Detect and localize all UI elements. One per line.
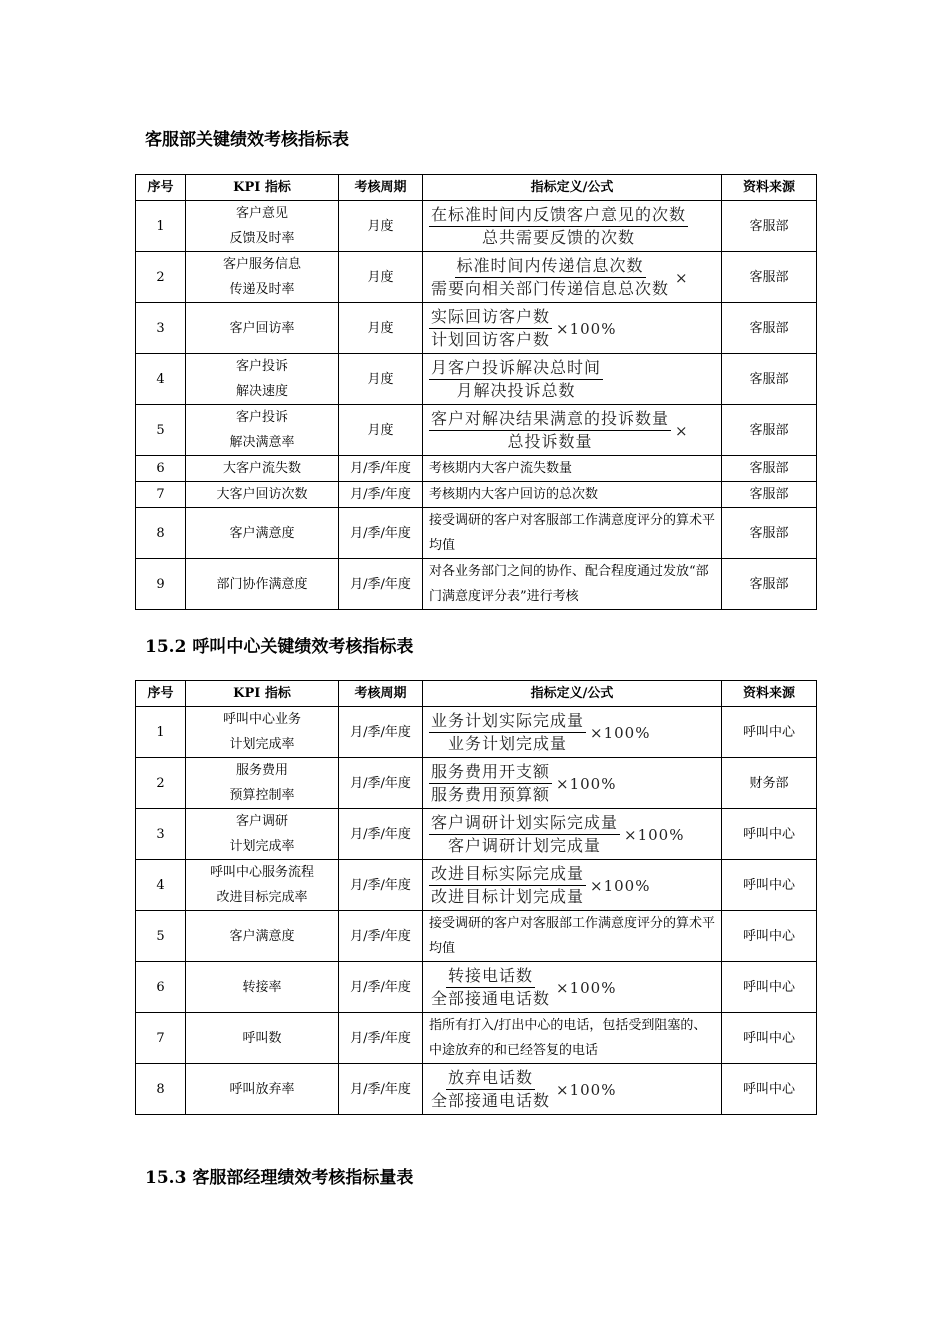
row-source: 呼叫中心: [722, 962, 817, 1013]
formula-multiplier: ×: [675, 421, 689, 440]
formula-denominator: 总共需要反馈的次数: [482, 228, 636, 247]
formula-multiplier: ×100%: [556, 1080, 617, 1099]
row-source: 呼叫中心: [722, 1064, 817, 1115]
row-definition: 对各业务部门之间的协作、配合程度通过发放“部门满意度评分表”进行考核: [423, 559, 722, 610]
row-kpi: 大客户回访次数: [186, 482, 339, 508]
row-kpi: 客户调研 计划完成率: [186, 809, 339, 860]
row-no: 6: [136, 456, 186, 482]
table-row: [136, 456, 817, 482]
header-no: 序号: [136, 681, 186, 707]
table-row: [136, 559, 817, 610]
table-row: [136, 508, 817, 559]
row-kpi: 服务费用 预算控制率: [186, 758, 339, 809]
row-source: 呼叫中心: [722, 809, 817, 860]
header-definition: 指标定义/公式: [423, 175, 722, 201]
row-kpi: 转接率: [186, 962, 339, 1013]
formula-numerator: 放弃电话数: [446, 1068, 535, 1090]
row-formula: [423, 354, 722, 405]
formula-denominator: 全部接通电话数: [431, 989, 551, 1008]
table-row: [136, 252, 817, 303]
row-definition: 考核期内大客户回访的总次数: [423, 482, 722, 508]
formula-denominator: 客户调研计划完成量: [448, 836, 602, 855]
formula-numerator: 业务计划实际完成量: [429, 711, 586, 733]
row-formula: [423, 962, 722, 1013]
row-kpi: 客户投诉 解决速度: [186, 354, 339, 405]
header-definition: 指标定义/公式: [423, 681, 722, 707]
row-no: 4: [136, 354, 186, 405]
row-formula: [423, 405, 722, 456]
row-kpi: 呼叫放弃率: [186, 1064, 339, 1115]
table-header-row: [136, 175, 817, 201]
row-source: 客服部: [722, 456, 817, 482]
row-no: 2: [136, 758, 186, 809]
header-period: 考核周期: [339, 681, 423, 707]
row-period: 月/季/年度: [339, 1064, 423, 1115]
table-row: [136, 303, 817, 354]
row-period: 月度: [339, 354, 423, 405]
row-no: 3: [136, 303, 186, 354]
formula-numerator: 客户对解决结果满意的投诉数量: [429, 409, 671, 431]
row-formula: [423, 252, 722, 303]
row-source: 客服部: [722, 252, 817, 303]
formula-numerator: 改进目标实际完成量: [429, 864, 586, 886]
formula-multiplier: ×100%: [556, 319, 617, 338]
row-source: 客服部: [722, 354, 817, 405]
row-period: 月/季/年度: [339, 508, 423, 559]
row-no: 6: [136, 962, 186, 1013]
formula-numerator: 转接电话数: [446, 966, 535, 988]
row-definition: 接受调研的客户对客服部工作满意度评分的算术平均值: [423, 508, 722, 559]
table-row: [136, 354, 817, 405]
row-kpi: 客户满意度: [186, 508, 339, 559]
formula-multiplier: ×100%: [590, 723, 651, 742]
formula-denominator: 改进目标计划完成量: [431, 887, 585, 906]
section-1-title: 客服部关键绩效考核指标表: [145, 130, 349, 150]
section-2-title: 15.2 呼叫中心关键绩效考核指标表: [145, 637, 414, 657]
row-period: 月/季/年度: [339, 962, 423, 1013]
table-row: [136, 860, 817, 911]
row-kpi: 客户意见 反馈及时率: [186, 201, 339, 252]
row-no: 3: [136, 809, 186, 860]
kpi-table-call-center: [135, 680, 817, 1115]
header-no: 序号: [136, 175, 186, 201]
row-definition: 考核期内大客户流失数量: [423, 456, 722, 482]
row-source: 客服部: [722, 405, 817, 456]
row-source: 客服部: [722, 482, 817, 508]
row-kpi: 客户服务信息 传递及时率: [186, 252, 339, 303]
table-row: [136, 809, 817, 860]
table-row: [136, 1064, 817, 1115]
row-source: 呼叫中心: [722, 707, 817, 758]
row-period: 月/季/年度: [339, 559, 423, 610]
row-period: 月/季/年度: [339, 860, 423, 911]
formula-numerator: 客户调研计划实际完成量: [429, 813, 620, 835]
formula-denominator: 需要向相关部门传递信息总次数: [431, 279, 670, 298]
row-definition: 指所有打入/打出中心的电话，包括受到阻塞的、中途放弃的和已经答复的电话: [423, 1013, 722, 1064]
row-no: 5: [136, 405, 186, 456]
row-no: 7: [136, 1013, 186, 1064]
row-no: 8: [136, 508, 186, 559]
row-period: 月度: [339, 303, 423, 354]
row-source: 财务部: [722, 758, 817, 809]
row-source: 客服部: [722, 201, 817, 252]
row-no: 4: [136, 860, 186, 911]
formula-denominator: 月解决投诉总数: [456, 381, 576, 400]
formula-multiplier: ×100%: [556, 978, 617, 997]
header-kpi: KPI 指标: [186, 681, 339, 707]
row-formula: [423, 1064, 722, 1115]
table-row: [136, 405, 817, 456]
table-row: [136, 962, 817, 1013]
header-period: 考核周期: [339, 175, 423, 201]
formula-numerator: 在标准时间内反馈客户意见的次数: [429, 205, 688, 227]
formula-denominator: 计划回访客户数: [431, 330, 551, 349]
formula-denominator: 业务计划完成量: [448, 734, 568, 753]
row-formula: [423, 201, 722, 252]
header-kpi: KPI 指标: [186, 175, 339, 201]
row-source: 客服部: [722, 559, 817, 610]
row-source: 呼叫中心: [722, 860, 817, 911]
table-row: [136, 482, 817, 508]
row-period: 月/季/年度: [339, 482, 423, 508]
row-kpi: 呼叫中心业务 计划完成率: [186, 707, 339, 758]
row-kpi: 呼叫中心服务流程 改进目标完成率: [186, 860, 339, 911]
row-no: 8: [136, 1064, 186, 1115]
row-period: 月度: [339, 405, 423, 456]
table-row: [136, 707, 817, 758]
table-row: [136, 201, 817, 252]
row-period: 月/季/年度: [339, 707, 423, 758]
row-period: 月度: [339, 252, 423, 303]
table-header-row: [136, 681, 817, 707]
row-source: 客服部: [722, 508, 817, 559]
row-kpi: 客户回访率: [186, 303, 339, 354]
row-kpi: 客户投诉 解决满意率: [186, 405, 339, 456]
row-definition: 接受调研的客户对客服部工作满意度评分的算术平均值: [423, 911, 722, 962]
formula-numerator: 月客户投诉解决总时间: [429, 358, 603, 380]
kpi-table-customer-service: [135, 174, 817, 610]
row-no: 7: [136, 482, 186, 508]
row-period: 月/季/年度: [339, 1013, 423, 1064]
row-no: 9: [136, 559, 186, 610]
row-no: 5: [136, 911, 186, 962]
row-formula: [423, 758, 722, 809]
formula-multiplier: ×: [675, 268, 689, 287]
section-3-title: 15.3 客服部经理绩效考核指标量表: [145, 1168, 414, 1188]
formula-denominator: 服务费用预算额: [431, 785, 551, 804]
row-no: 1: [136, 201, 186, 252]
formula-multiplier: ×100%: [624, 825, 685, 844]
row-period: 月/季/年度: [339, 456, 423, 482]
formula-numerator: 标准时间内传递信息次数: [455, 256, 646, 278]
row-period: 月/季/年度: [339, 809, 423, 860]
row-no: 1: [136, 707, 186, 758]
table-row: [136, 911, 817, 962]
row-period: 月度: [339, 201, 423, 252]
row-formula: [423, 707, 722, 758]
formula-multiplier: ×100%: [556, 774, 617, 793]
formula-denominator: 总投诉数量: [507, 432, 593, 451]
row-formula: [423, 860, 722, 911]
row-kpi: 客户满意度: [186, 911, 339, 962]
row-formula: [423, 809, 722, 860]
formula-multiplier: ×100%: [590, 876, 651, 895]
formula-denominator: 全部接通电话数: [431, 1091, 551, 1110]
row-source: 客服部: [722, 303, 817, 354]
row-formula: [423, 303, 722, 354]
row-kpi: 呼叫数: [186, 1013, 339, 1064]
row-kpi: 大客户流失数: [186, 456, 339, 482]
formula-numerator: 实际回访客户数: [429, 307, 552, 329]
row-source: 呼叫中心: [722, 911, 817, 962]
row-no: 2: [136, 252, 186, 303]
table-row: [136, 758, 817, 809]
table-row: [136, 1013, 817, 1064]
formula-numerator: 服务费用开支额: [429, 762, 552, 784]
row-period: 月/季/年度: [339, 911, 423, 962]
header-source: 资料来源: [722, 175, 817, 201]
row-kpi: 部门协作满意度: [186, 559, 339, 610]
row-source: 呼叫中心: [722, 1013, 817, 1064]
row-period: 月/季/年度: [339, 758, 423, 809]
header-source: 资料来源: [722, 681, 817, 707]
